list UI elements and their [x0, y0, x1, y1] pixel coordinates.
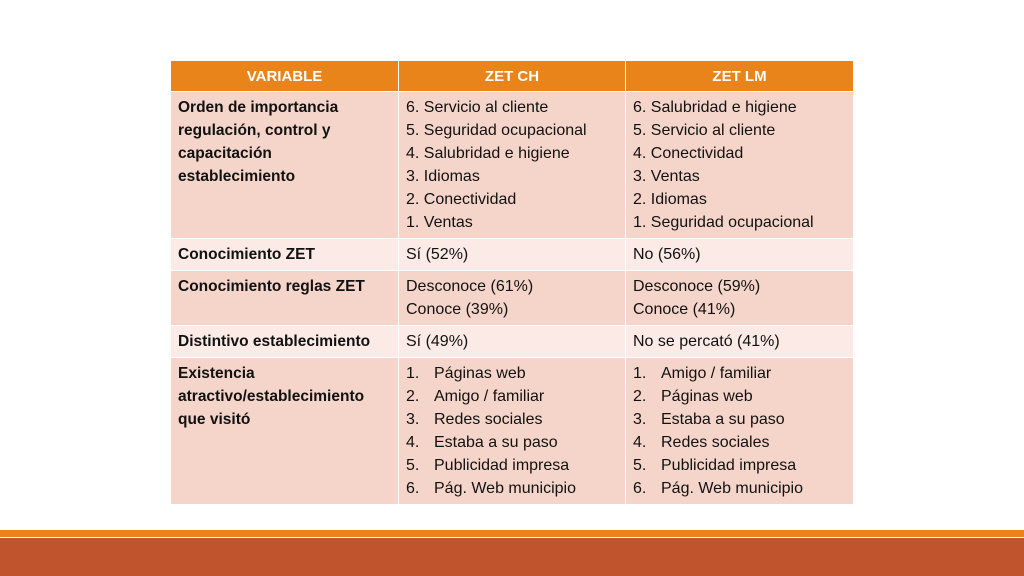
variable-cell: Conocimiento ZET — [171, 239, 399, 271]
zet-ch-cell — [399, 92, 626, 239]
value-line: No (56%) — [633, 246, 701, 263]
list-text: Estaba a su paso — [434, 434, 558, 451]
list-text: Redes sociales — [661, 434, 770, 451]
list-line: 4. Salubridad e higiene — [406, 145, 570, 162]
header-variable: VARIABLE — [171, 61, 399, 92]
table-row — [171, 358, 854, 505]
variable-cell: Distintivo establecimiento — [171, 326, 399, 358]
value-line: Conoce (41%) — [633, 301, 736, 318]
list-number: 3. — [406, 411, 420, 428]
zet-lm-cell — [626, 92, 854, 239]
list-line: 6. Servicio al cliente — [406, 99, 549, 116]
header-zet-ch: ZET CH — [399, 61, 626, 92]
table-row — [171, 239, 854, 271]
variable-cell: Existencia atractivo/establecimiento que visitó — [171, 358, 399, 505]
numbered-list — [633, 362, 846, 500]
list-item — [633, 454, 846, 477]
list-item — [633, 362, 846, 385]
zet-ch-cell — [399, 326, 626, 358]
table-row — [171, 326, 854, 358]
value-line: Sí (49%) — [406, 333, 469, 350]
list-number: 5. — [633, 457, 647, 474]
zet-lm-cell — [626, 326, 854, 358]
zet-lm-cell — [626, 271, 854, 326]
zet-ch-cell — [399, 239, 626, 271]
header-zet-lm: ZET LM — [626, 61, 854, 92]
list-line: 5. Seguridad ocupacional — [406, 122, 587, 139]
list-line: 2. Conectividad — [406, 191, 517, 208]
list-line: 2. Idiomas — [633, 191, 707, 208]
list-number: 6. — [406, 480, 420, 497]
list-line: 5. Servicio al cliente — [633, 122, 776, 139]
value-line: Conoce (39%) — [406, 301, 509, 318]
list-text: Pág. Web municipio — [661, 480, 803, 497]
numbered-list — [406, 362, 618, 500]
list-item — [633, 385, 846, 408]
comparison-table-container — [170, 60, 853, 505]
list-number: 1. — [633, 365, 647, 382]
list-text: Páginas web — [661, 388, 753, 405]
list-number: 2. — [633, 388, 647, 405]
value-line: No se percató (41%) — [633, 333, 780, 350]
list-line: 3. Idiomas — [406, 168, 480, 185]
list-text: Publicidad impresa — [661, 457, 797, 474]
table-row — [171, 271, 854, 326]
list-number: 4. — [633, 434, 647, 451]
variable-cell: Orden de importancia regulación, control y capacitación establecimiento — [171, 92, 399, 239]
list-item — [633, 408, 846, 431]
zet-ch-cell — [399, 271, 626, 326]
list-line: 1. Seguridad ocupacional — [633, 214, 814, 231]
list-text: Amigo / familiar — [661, 365, 772, 382]
list-item — [633, 431, 846, 454]
list-item — [406, 477, 618, 500]
list-item — [406, 454, 618, 477]
list-item — [633, 477, 846, 500]
variable-cell: Conocimiento reglas ZET — [171, 271, 399, 326]
value-line: Desconoce (61%) — [406, 278, 534, 295]
list-text: Páginas web — [434, 365, 526, 382]
list-number: 4. — [406, 434, 420, 451]
list-text: Amigo / familiar — [434, 388, 545, 405]
list-text: Redes sociales — [434, 411, 543, 428]
list-number: 6. — [633, 480, 647, 497]
zet-lm-cell — [626, 358, 854, 505]
footer-band-rust — [0, 538, 1024, 576]
list-number: 1. — [406, 365, 420, 382]
list-item — [406, 362, 618, 385]
list-line: 6. Salubridad e higiene — [633, 99, 797, 116]
list-text: Pág. Web municipio — [434, 480, 576, 497]
list-item — [406, 385, 618, 408]
list-line: 3. Ventas — [633, 168, 700, 185]
list-number: 2. — [406, 388, 420, 405]
zet-ch-cell — [399, 358, 626, 505]
zet-lm-cell — [626, 239, 854, 271]
list-item — [406, 431, 618, 454]
value-line: Sí (52%) — [406, 246, 469, 263]
list-text: Publicidad impresa — [434, 457, 570, 474]
comparison-table — [170, 60, 854, 505]
table-row — [171, 92, 854, 239]
list-line: 1. Ventas — [406, 214, 473, 231]
header-row — [171, 61, 854, 92]
footer-band-orange — [0, 530, 1024, 537]
list-item — [406, 408, 618, 431]
list-text: Estaba a su paso — [661, 411, 785, 428]
list-number: 3. — [633, 411, 647, 428]
list-line: 4. Conectividad — [633, 145, 744, 162]
value-line: Desconoce (59%) — [633, 278, 761, 295]
list-number: 5. — [406, 457, 420, 474]
